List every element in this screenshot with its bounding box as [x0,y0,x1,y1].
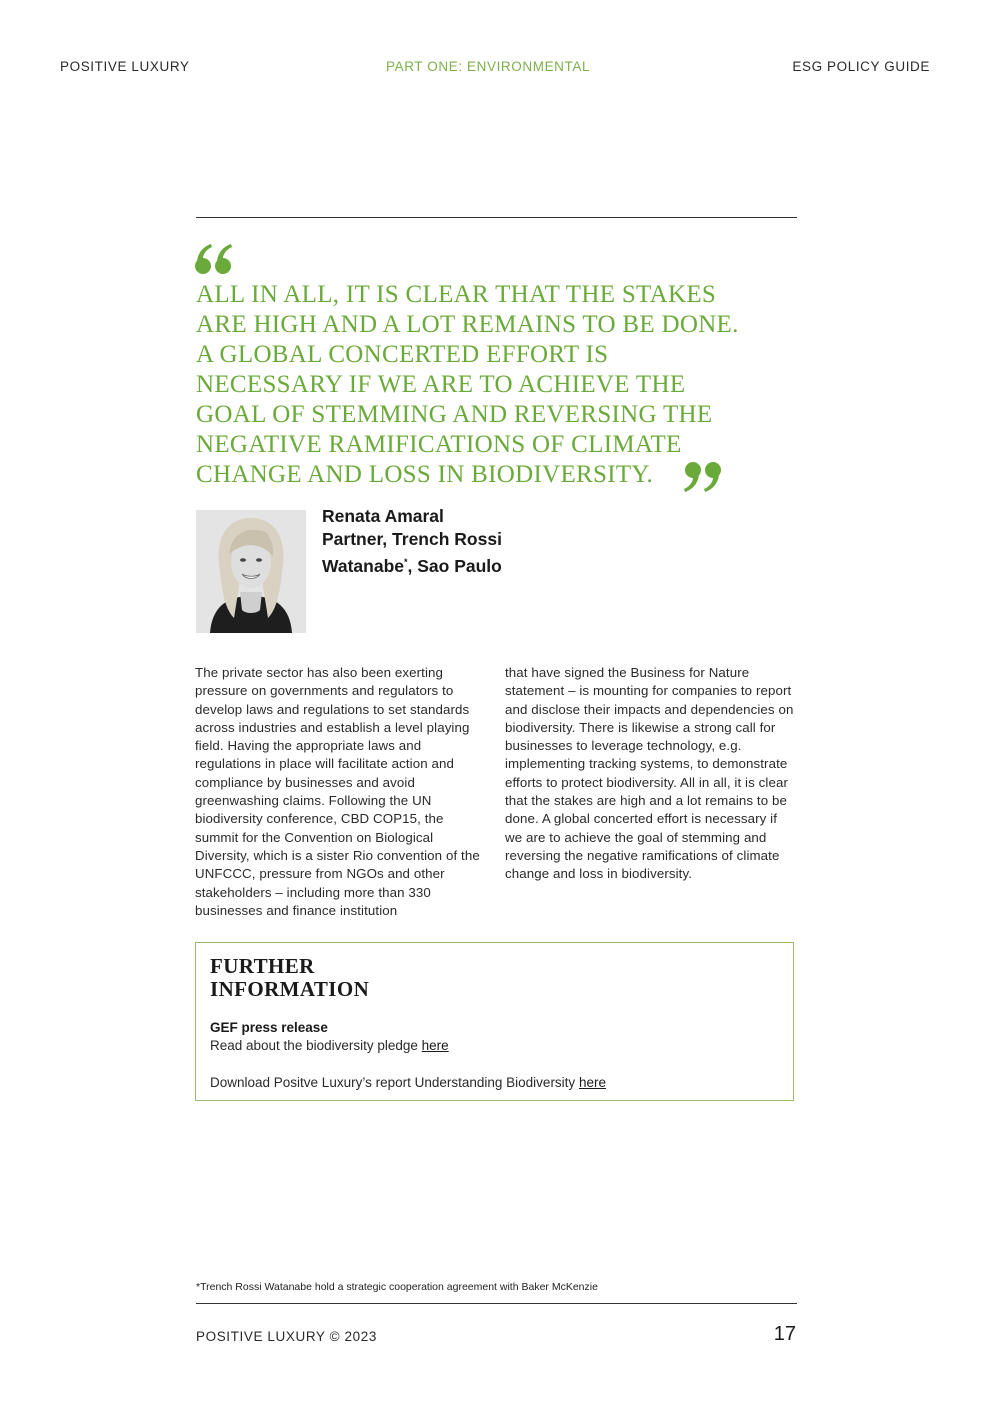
top-divider [196,217,797,218]
biodiversity-pledge-text: Read about the biodiversity pledge [210,1038,422,1053]
header-document-title: ESG POLICY GUIDE [792,59,930,74]
biodiversity-pledge-link[interactable]: here [421,1038,449,1053]
author-credit [322,505,542,578]
header-section: PART ONE: ENVIRONMENTAL [386,59,591,74]
author-title: Partner, Trench Rossi [322,529,502,549]
author-org-line [322,551,542,578]
biodiversity-report-line [210,1075,606,1090]
bottom-divider [196,1303,797,1304]
footnote: *Trench Rossi Watanabe hold a strategic cooperation agreement with Baker McKenzie [196,1281,598,1293]
open-quote-icon [194,238,234,278]
biodiversity-report-link[interactable]: here [578,1075,606,1090]
author-org-footnote-marker: * [404,557,408,567]
author-photo [196,510,306,633]
biodiversity-report-text: Download Positve Luxury’s report Understanding Biodiversity [210,1075,579,1090]
further-information-title: FURTHER INFORMATION [210,954,370,1001]
gef-press-release-heading: GEF press release [210,1020,328,1035]
body-column-right: that have signed the Business for Nature statement – is mounting for companies to report and disclose their impacts and dependencies on biodiversity. There is likewise a strong call for businesses to leverage technology, e.g. implementing tracking systems, to demonstrate efforts to protect biodiversity. All in all, it is clear that the stakes are high and a lot remains to be done. A global concerted effort is necessary if we are to achieve the goal of stemming and reversing the negative ramifications of climate change and loss in biodiversity. [505,665,794,882]
author-name: Renata Amaral [322,506,444,526]
page-number: 17 [773,1323,796,1345]
further-information-box [195,942,794,1101]
author-portrait-image [196,510,306,633]
header-brand: POSITIVE LUXURY [60,59,190,74]
author-location: , Sao Paulo [407,555,502,576]
footer-copyright: POSITIVE LUXURY © 2023 [196,1329,377,1344]
biodiversity-pledge-line [210,1038,449,1053]
close-quote-icon [683,460,723,494]
pull-quote: ALL IN ALL, IT IS CLEAR THAT THE STAKES ARE HIGH AND A LOT REMAINS TO BE DONE. A GLOBAL CONCERTED EFFORT IS NECESSARY IF WE ARE TO ACHIEVE THE GOAL OF STEMMING AND REVERSING THE NEGATIVE RAMIFICATIONS OF CLIMATE CHANGE AND LOSS IN BIODIVERSITY. [196,281,739,488]
author-org: Watanabe [322,555,405,576]
body-column-left: The private sector has also been exerting pressure on governments and regulators to develop laws and regulations to set standards across industries and establish a level playing field. Having the appropriate laws and regulations in place will facilitate action and compliance by businesses and avoid greenwashing claims. Following the UN biodiversity conference, CBD COP15, the summit for the Convention on Biological Diversity, which is a sister Rio convention of the UNFCCC, pressure from NGOs and other stakeholders – including more than 330 businesses and finance institution [195,665,480,918]
